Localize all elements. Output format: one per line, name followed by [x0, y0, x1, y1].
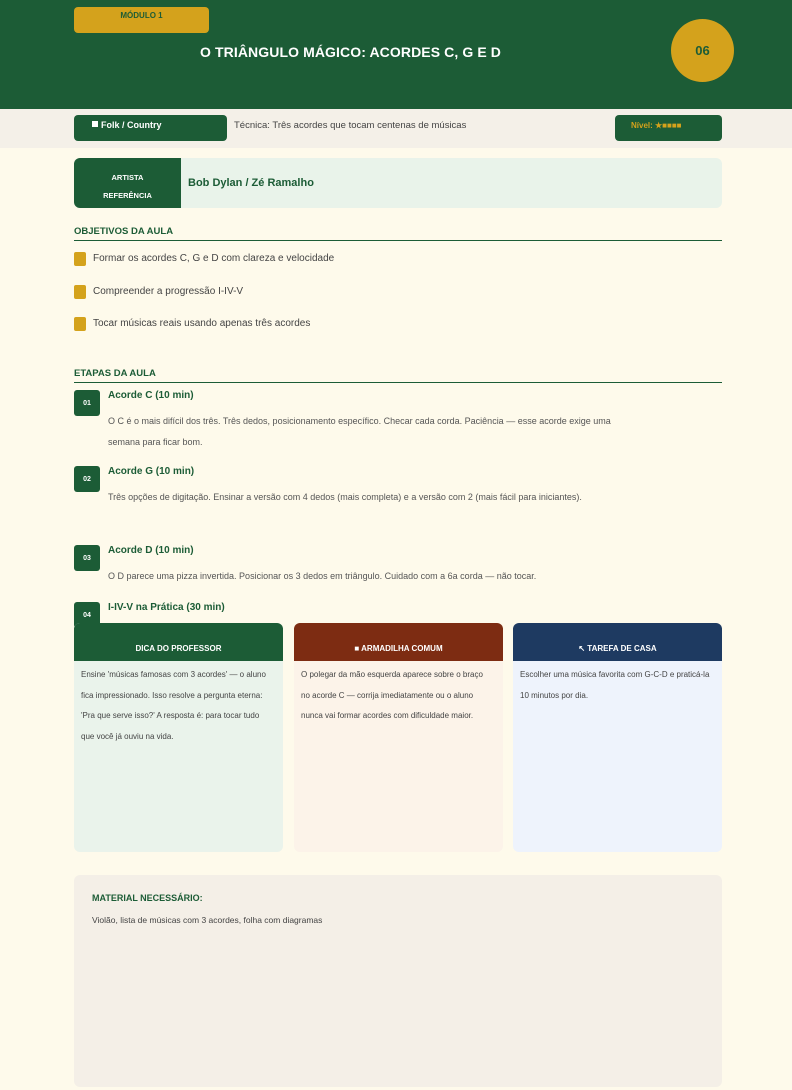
- technique-text: Técnica: Três acordes que tocam centenas de músicas: [234, 120, 467, 131]
- teacher-tip-body: Ensine 'músicas famosas com 3 acordes' — o aluno fica impressionado. Isso resolve a pergunta eterna: 'Pra que serve isso?' A resposta é: para tocar tudo que você já ouviu na vida.: [81, 670, 266, 741]
- objective-text: Compreender a progressão I-IV-V: [93, 286, 244, 297]
- common-pitfall-title: ■ ARMADILHA COMUM: [294, 623, 503, 661]
- step-number: 01: [74, 390, 100, 416]
- step-title: Acorde D (10 min): [108, 545, 194, 556]
- bullet-icon: [74, 285, 86, 299]
- teacher-tip-title: DICA DO PROFESSOR: [74, 623, 283, 661]
- step-title: I-IV-V na Prática (30 min): [108, 602, 225, 613]
- homework-title: ↖ TAREFA DE CASA: [513, 623, 722, 661]
- page-title: O TRIÂNGULO MÁGICO: ACORDES C, G E D: [200, 44, 501, 60]
- step-title: Acorde C (10 min): [108, 390, 194, 401]
- artist-reference-box: [74, 158, 722, 208]
- step-description: O D parece uma pizza invertida. Posicionar os 3 dedos em triângulo. Cuidado com a 6a corda — não tocar.: [108, 571, 537, 581]
- objectives-heading: OBJETIVOS DA AULA: [74, 226, 722, 241]
- genre-label: Folk / Country: [101, 120, 162, 130]
- step-number: 03: [74, 545, 100, 571]
- objective-text: Formar os acordes C, G e D com clareza e velocidade: [93, 253, 335, 264]
- homework-card: [513, 623, 722, 852]
- step-number: 02: [74, 466, 100, 492]
- bullet-icon: [74, 252, 86, 266]
- steps-heading: ETAPAS DA AULA: [74, 368, 722, 383]
- objective-text: Tocar músicas reais usando apenas três acordes: [93, 318, 311, 329]
- level-badge: Nível: ★■■■■: [615, 115, 722, 141]
- common-pitfall-card: [294, 623, 503, 852]
- step-description: Três opções de digitação. Ensinar a versão com 4 dedos (mais completa) e a versão com 2 (mais fácil para iniciantes).: [108, 492, 582, 502]
- teacher-tip-card: [74, 623, 283, 852]
- bullet-icon: [74, 317, 86, 331]
- square-icon: [92, 121, 98, 127]
- homework-body: Escolher uma música favorita com G-C-D e praticá-la 10 minutos por dia.: [520, 670, 710, 700]
- artist-reference-tag: [74, 158, 181, 208]
- materials-box: [74, 875, 722, 1087]
- common-pitfall-body: O polegar da mão esquerda aparece sobre o braço no acorde C — corrija imediatamente ou o aluno nunca vai formar acordes com dificuldade maior.: [301, 670, 483, 721]
- artist-tag-line1: ARTISTA: [111, 173, 144, 182]
- module-badge: MÓDULO 1: [74, 7, 209, 33]
- step-title: Acorde G (10 min): [108, 466, 195, 477]
- step-description: O C é o mais difícil dos três. Três dedos, posicionamento específico. Checar cada corda. Paciência — esse acorde exige uma semana para ficar bom.: [108, 416, 611, 447]
- artist-tag-line2: REFERÊNCIA: [103, 191, 152, 200]
- artist-name: Bob Dylan / Zé Ramalho: [188, 177, 314, 189]
- materials-body: Violão, lista de músicas com 3 acordes, folha com diagramas: [92, 915, 323, 925]
- genre-badge: [74, 115, 227, 141]
- lesson-number-badge: 06: [671, 19, 734, 82]
- materials-title: MATERIAL NECESSÁRIO:: [92, 893, 203, 903]
- step-number: 04: [74, 602, 100, 628]
